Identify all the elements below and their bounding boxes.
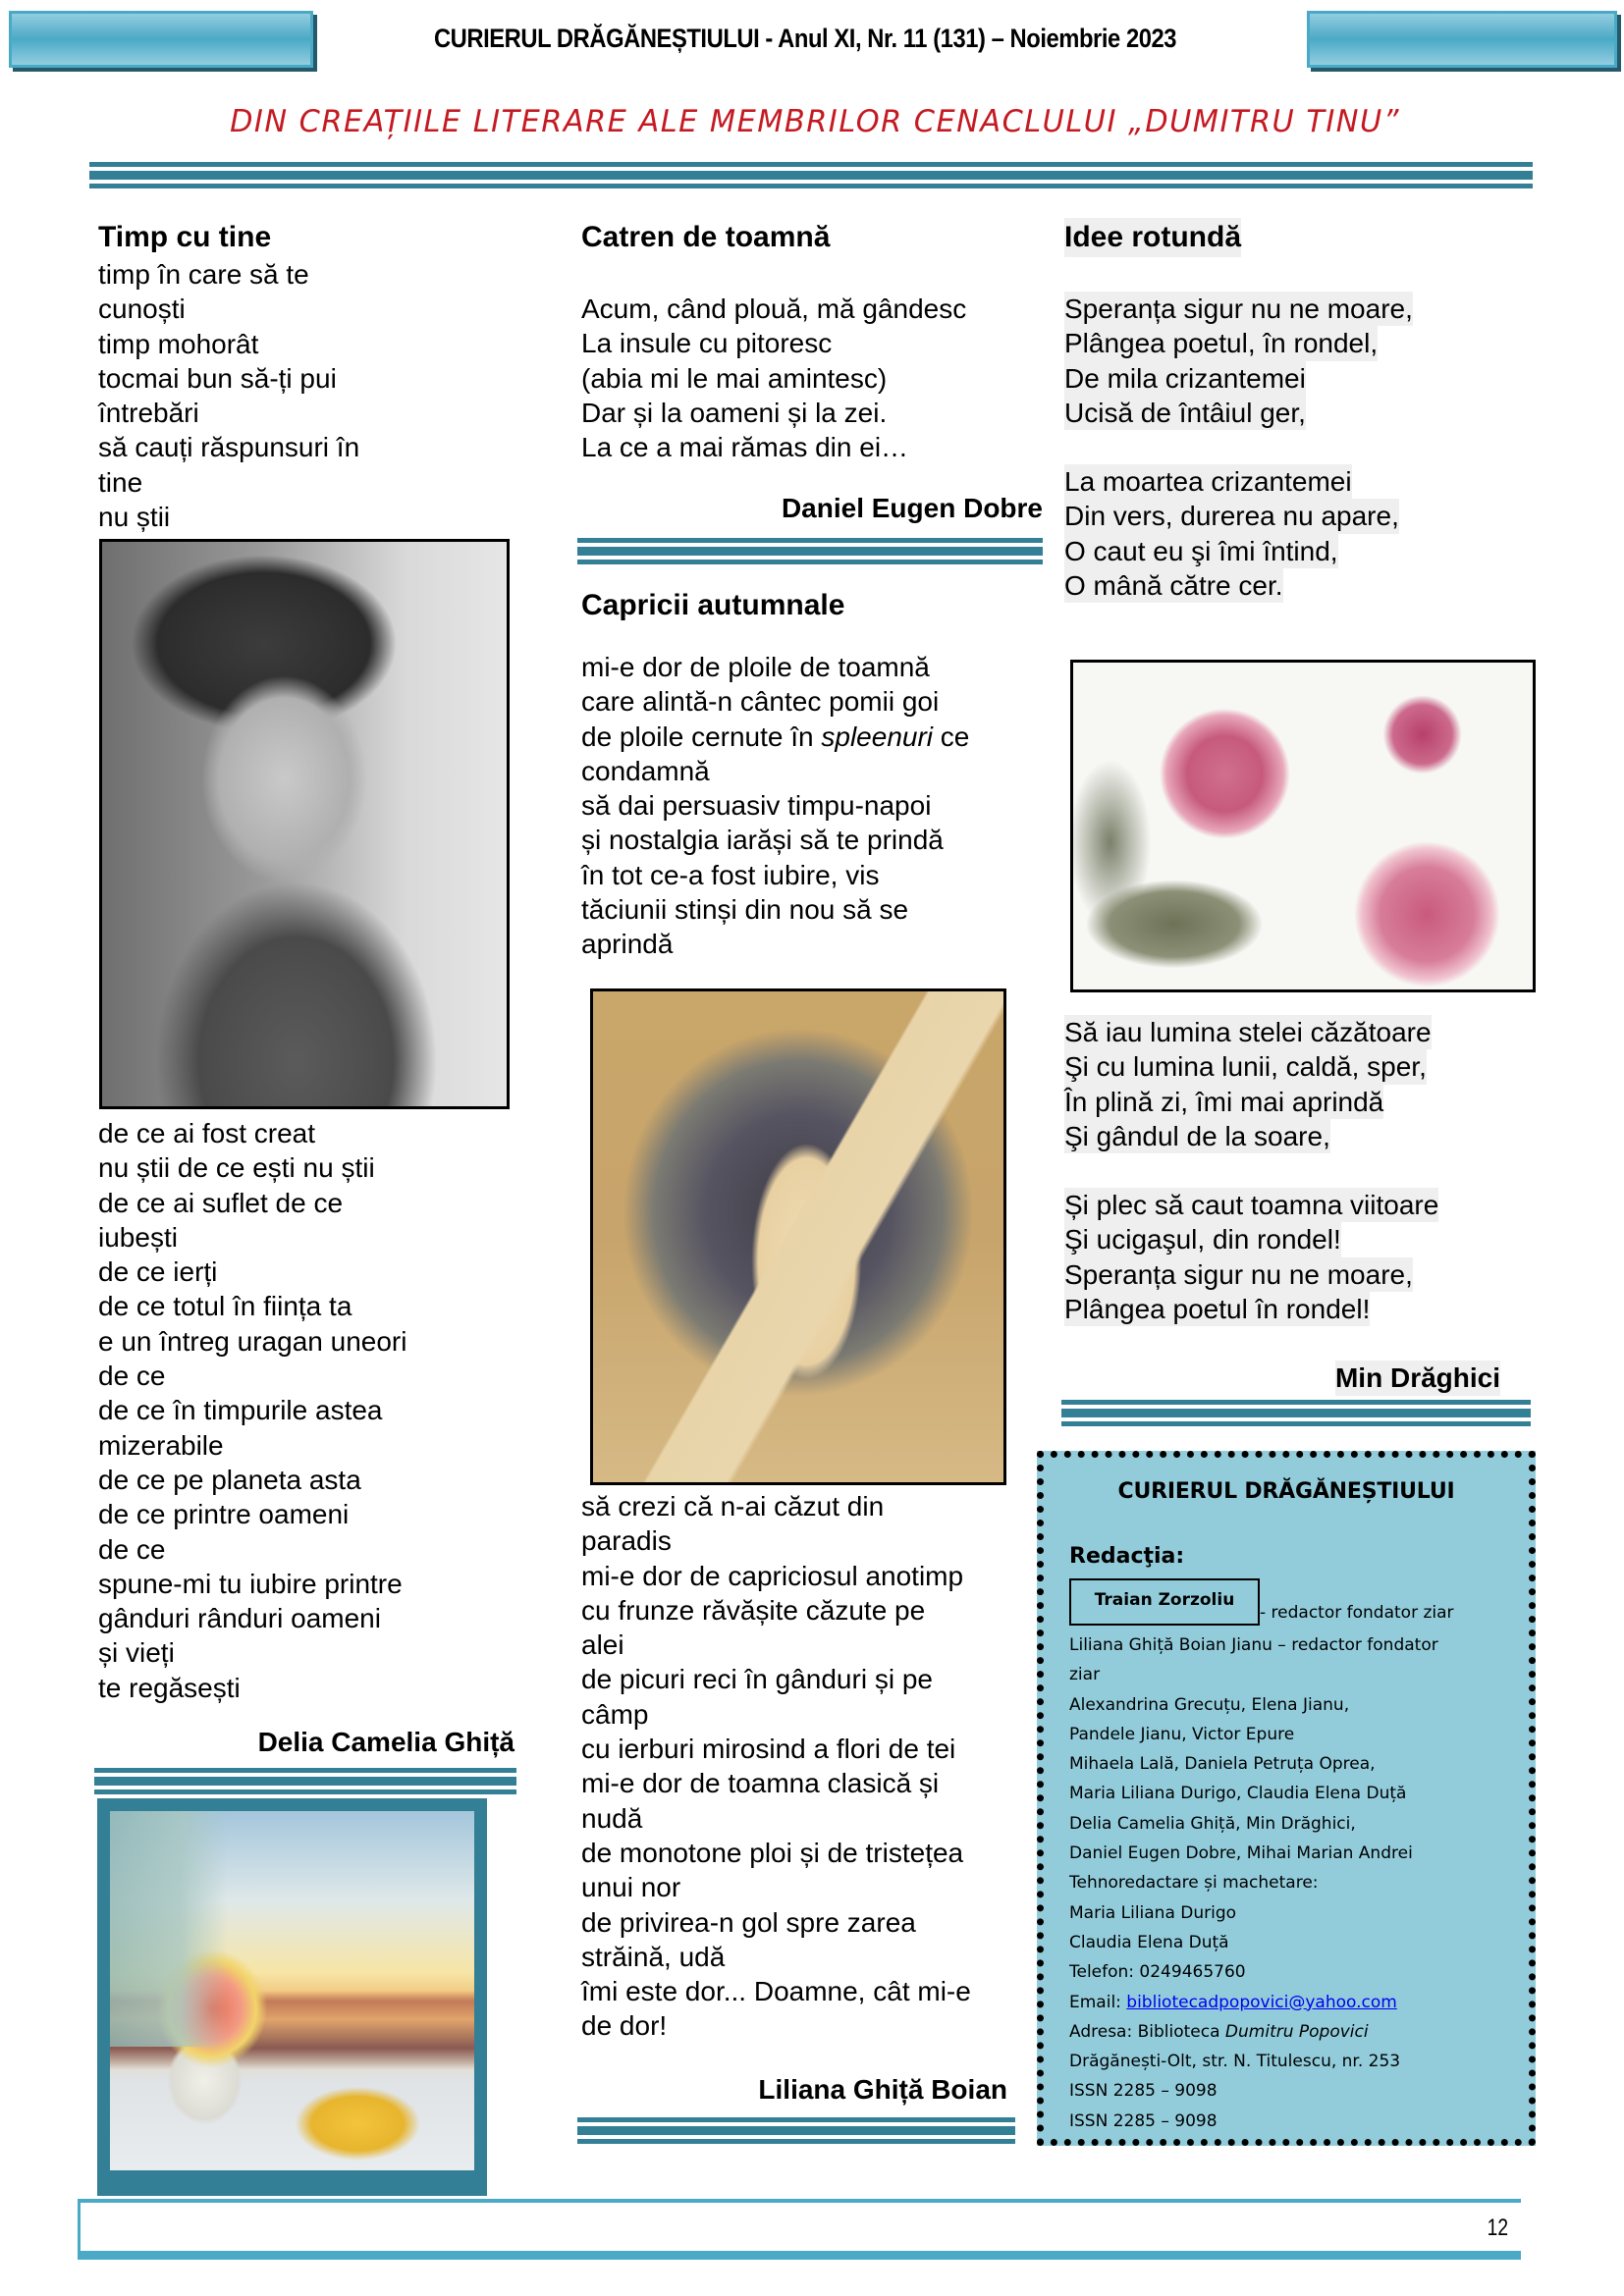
poem-line: timp mohorât [98, 328, 259, 359]
poem-lines [581, 292, 1043, 464]
poem-line: Speranța sigur nu ne moare, [1064, 292, 1536, 326]
watercolor-illustration [590, 988, 1006, 1485]
editorial-box [1037, 1451, 1536, 2146]
poem-line: La insule cu pitoresc [581, 328, 833, 359]
editorial-line: Claudia Elena Duță [1069, 1932, 1229, 1952]
founder-role: - redactor fondator ziar [1260, 1603, 1454, 1623]
poem-line: să dai persuasiv timpu-napoi [581, 790, 932, 822]
poem-line: mi-e dor de capriciosul anotimp [581, 1560, 964, 1591]
poem-line: tine [98, 466, 143, 498]
editorial-line: Alexandrina Grecuțu, Elena Jianu, [1069, 1694, 1350, 1715]
poem-line: de ce ai suflet de ce [98, 1187, 344, 1218]
poem-line: de ce în timpurile astea [98, 1395, 383, 1426]
poem-line: Și plec să caut toamna viitoare [1064, 1188, 1536, 1222]
chrysanthemum-photo [1070, 660, 1536, 992]
poem-line: iubești [98, 1221, 178, 1253]
editorial-line: Maria Liliana Durigo, Claudia Elena Duță [1069, 1784, 1407, 1804]
stanza [1064, 1188, 1536, 1326]
poem-timp-cu-tine-continued [98, 1116, 530, 1705]
author-signature: Delia Camelia Ghiță [257, 1727, 514, 1757]
editorial-line: Telefon: 0249465760 [1069, 1962, 1246, 1983]
poem-line: nu știi [98, 502, 171, 533]
poem-line: cu ierburi mirosind a flori de tei [581, 1734, 956, 1765]
poem-line: de dor! [581, 2010, 668, 2042]
poem-line: e un întreg uragan uneori [98, 1325, 407, 1357]
poem-line: Speranța sigur nu ne moare, [1064, 1257, 1536, 1292]
poem-line: câmp [581, 1698, 649, 1730]
poem-line: Plângea poetul în rondel! [1064, 1292, 1536, 1326]
poem-line: Să iau lumina stelei căzătoare [1064, 1015, 1536, 1049]
poem-line: de ce [98, 1533, 166, 1565]
poem-line: de privirea-n gol spre zarea [581, 1906, 916, 1938]
editorial-line: Pandele Jianu, Victor Epure [1069, 1724, 1295, 1744]
poem-line: și nostalgia iarăși să te prindă [581, 825, 944, 856]
poem-line: nudă [581, 1802, 643, 1834]
poem-line: să cauți răspunsuri în [98, 432, 360, 463]
poem-lines [581, 1489, 1043, 2044]
poem-line: Şi cu lumina lunii, caldă, sper, [1064, 1049, 1536, 1084]
header-separator [89, 162, 1533, 188]
editorial-line: Daniel Eugen Dobre, Mihai Marian Andrei [1069, 1843, 1413, 1864]
author-signature: Min Drăghici [1335, 1361, 1500, 1395]
poem-title: Capricii autumnale [581, 589, 845, 621]
author-signature: Liliana Ghiță Boian [758, 2073, 1007, 2105]
poem-line: Ucisă de întâiul ger, [1064, 396, 1536, 430]
poem-line: mizerabile [98, 1429, 224, 1461]
issn: ISSN 2285 – 9098 [1069, 2110, 1218, 2131]
editorial-staff-list [1069, 1630, 1519, 2136]
editorial-line: Tehnoredactare și machetare: [1069, 1873, 1319, 1894]
poem-lines [98, 1116, 530, 1705]
poem-line: cu frunze răvășite căzute pe [581, 1594, 926, 1626]
poem-line: Dar și la oameni și la zei. [581, 397, 888, 428]
poem-line: condamnă [581, 755, 710, 786]
stanza [1064, 292, 1536, 430]
poem-line: De mila crizantemei [1064, 361, 1536, 396]
poem-line: La ce a mai rămas din ei… [581, 432, 909, 463]
poem-capricii-autumnale [581, 586, 1043, 962]
page-footer [78, 2199, 1521, 2260]
editorial-line: Maria Liliana Durigo [1069, 1902, 1237, 1923]
header-banner-left [9, 11, 313, 68]
poem-line: tăciunii stinși din nou să se [581, 894, 909, 926]
poem-line: O mână către cer. [1064, 568, 1536, 603]
poem-line: de picuri reci în gânduri și pe [581, 1664, 933, 1695]
column-separator [1061, 1400, 1531, 1426]
poem-line: să crezi că n-ai căzut din [581, 1491, 885, 1522]
poem-timp-cu-tine [98, 218, 530, 534]
poem-line: tocmai bun să-ți pui [98, 362, 337, 394]
poem-line: străină, udă [581, 1941, 726, 1972]
address-line: Adresa: Biblioteca Dumitru Popovici [1069, 2021, 1369, 2042]
poem-line: Şi gândul de la soare, [1064, 1119, 1536, 1153]
poem-line: spune-mi tu iubire printre [98, 1568, 403, 1599]
poem-line: de ce [98, 1361, 166, 1392]
page-number: 12 [1487, 2215, 1509, 2241]
email-link[interactable]: bibliotecadpopovici@yahoo.com [1126, 1992, 1397, 2012]
column-separator [577, 538, 1043, 564]
editorial-line: Liliana Ghiță Boian Jianu – redactor fondator [1069, 1635, 1438, 1655]
poem-line: întrebări [98, 398, 199, 429]
poem-line: paradis [581, 1525, 672, 1557]
editorial-title: CURIERUL DRĂGĂNEȘTIULUI [1117, 1479, 1455, 1504]
address-line-2: Drăgănești-Olt, str. N. Titulescu, nr. 253 [1069, 2052, 1401, 2072]
stanza [1064, 464, 1536, 603]
poem-line: nu știi de ce ești nu știi [98, 1152, 375, 1184]
poem-line: de monotone ploi și de tristețea [581, 1837, 964, 1868]
author-portrait-photo [99, 539, 510, 1109]
poem-line: de ce ierți [98, 1256, 218, 1288]
poem-line: mi-e dor de ploile de toamnă [581, 652, 930, 682]
poem-line: timp în care să te [98, 259, 309, 290]
column-separator [94, 1768, 516, 1794]
editorial-line: ziar [1069, 1665, 1101, 1685]
issn: ISSN 2285 – 9098 [1069, 2081, 1218, 2102]
poem-line: unui nor [581, 1872, 681, 1903]
section-title: DIN CREAȚIILE LITERARE ALE MEMBRILOR CENACLULUI „DUMITRU TINU” [230, 104, 1400, 139]
header-banner-right [1307, 11, 1617, 68]
poem-idee-rotunda-continued [1064, 1015, 1536, 1396]
poem-capricii-autumnale-continued [581, 1489, 1043, 2107]
poem-line: aprindă [581, 929, 674, 960]
poem-lines [581, 650, 1043, 962]
email-line: Email: bibliotecadpopovici@yahoo.com [1069, 1992, 1397, 2012]
poem-line: Şi ucigaşul, din rondel! [1064, 1222, 1536, 1256]
poem-title: Idee rotundă [1064, 218, 1241, 257]
column-separator [577, 2117, 1015, 2144]
poem-line: Din vers, durerea nu apare, [1064, 499, 1536, 533]
poem-line: Plângea poetul, în rondel, [1064, 326, 1536, 360]
poem-line: O caut eu şi îmi întind, [1064, 534, 1536, 568]
poem-line: de ce pe planeta asta [98, 1464, 361, 1495]
poem-line: Acum, când plouă, mă gândesc [581, 294, 967, 324]
poem-lines [98, 257, 530, 534]
poem-line: de ploile cernute în spleenuri ce [581, 721, 970, 752]
poem-line: de ce totul în ființa ta [98, 1291, 352, 1322]
poem-line: îmi este dor... Doamne, cât mi-e [581, 1976, 971, 2007]
poem-line: mi-e dor de toamna clasică și [581, 1768, 940, 1799]
editorial-line: Mihaela Lală, Daniela Petruța Oprea, [1069, 1754, 1376, 1775]
still-life-painting [97, 1798, 487, 2196]
poem-line: gânduri rânduri oameni [98, 1603, 381, 1634]
stanza [1064, 1015, 1536, 1153]
poem-line: În plină zi, îmi mai aprindă [1064, 1085, 1536, 1119]
poem-idee-rotunda [1064, 218, 1536, 603]
poem-line: în tot ce-a fost iubire, vis [581, 859, 880, 890]
editorial-line: Delia Camelia Ghiță, Min Drăghici, [1069, 1813, 1356, 1834]
author-signature: Daniel Eugen Dobre [781, 493, 1043, 524]
poem-title: Catren de toamnă [581, 221, 831, 253]
poem-line: de ce printre oameni [98, 1499, 350, 1530]
editorial-label: Redacţia: [1069, 1544, 1185, 1569]
poem-line: care alintă-n cântec pomii goi [581, 686, 940, 718]
poem-line: La moartea crizantemei [1064, 464, 1536, 499]
poem-line: te regăsești [98, 1672, 241, 1703]
poem-line: de ce ai fost creat [98, 1118, 316, 1148]
poem-line: și vieți [98, 1637, 175, 1669]
newspaper-issue-title: CURIERUL DRĂGĂNEȘTIULUI - Anul XI, Nr. 11 (131) – Noiembrie 2023 [433, 24, 1177, 53]
poem-title: Timp cu tine [98, 221, 272, 253]
poem-line: (abia mi le mai amintesc) [581, 362, 888, 394]
poem-catren-de-toamna [581, 218, 1043, 526]
poem-line: cunoști [98, 294, 186, 325]
poem-line: alei [581, 1629, 624, 1661]
founder-name-box: Traian Zorzoliu [1069, 1578, 1260, 1626]
